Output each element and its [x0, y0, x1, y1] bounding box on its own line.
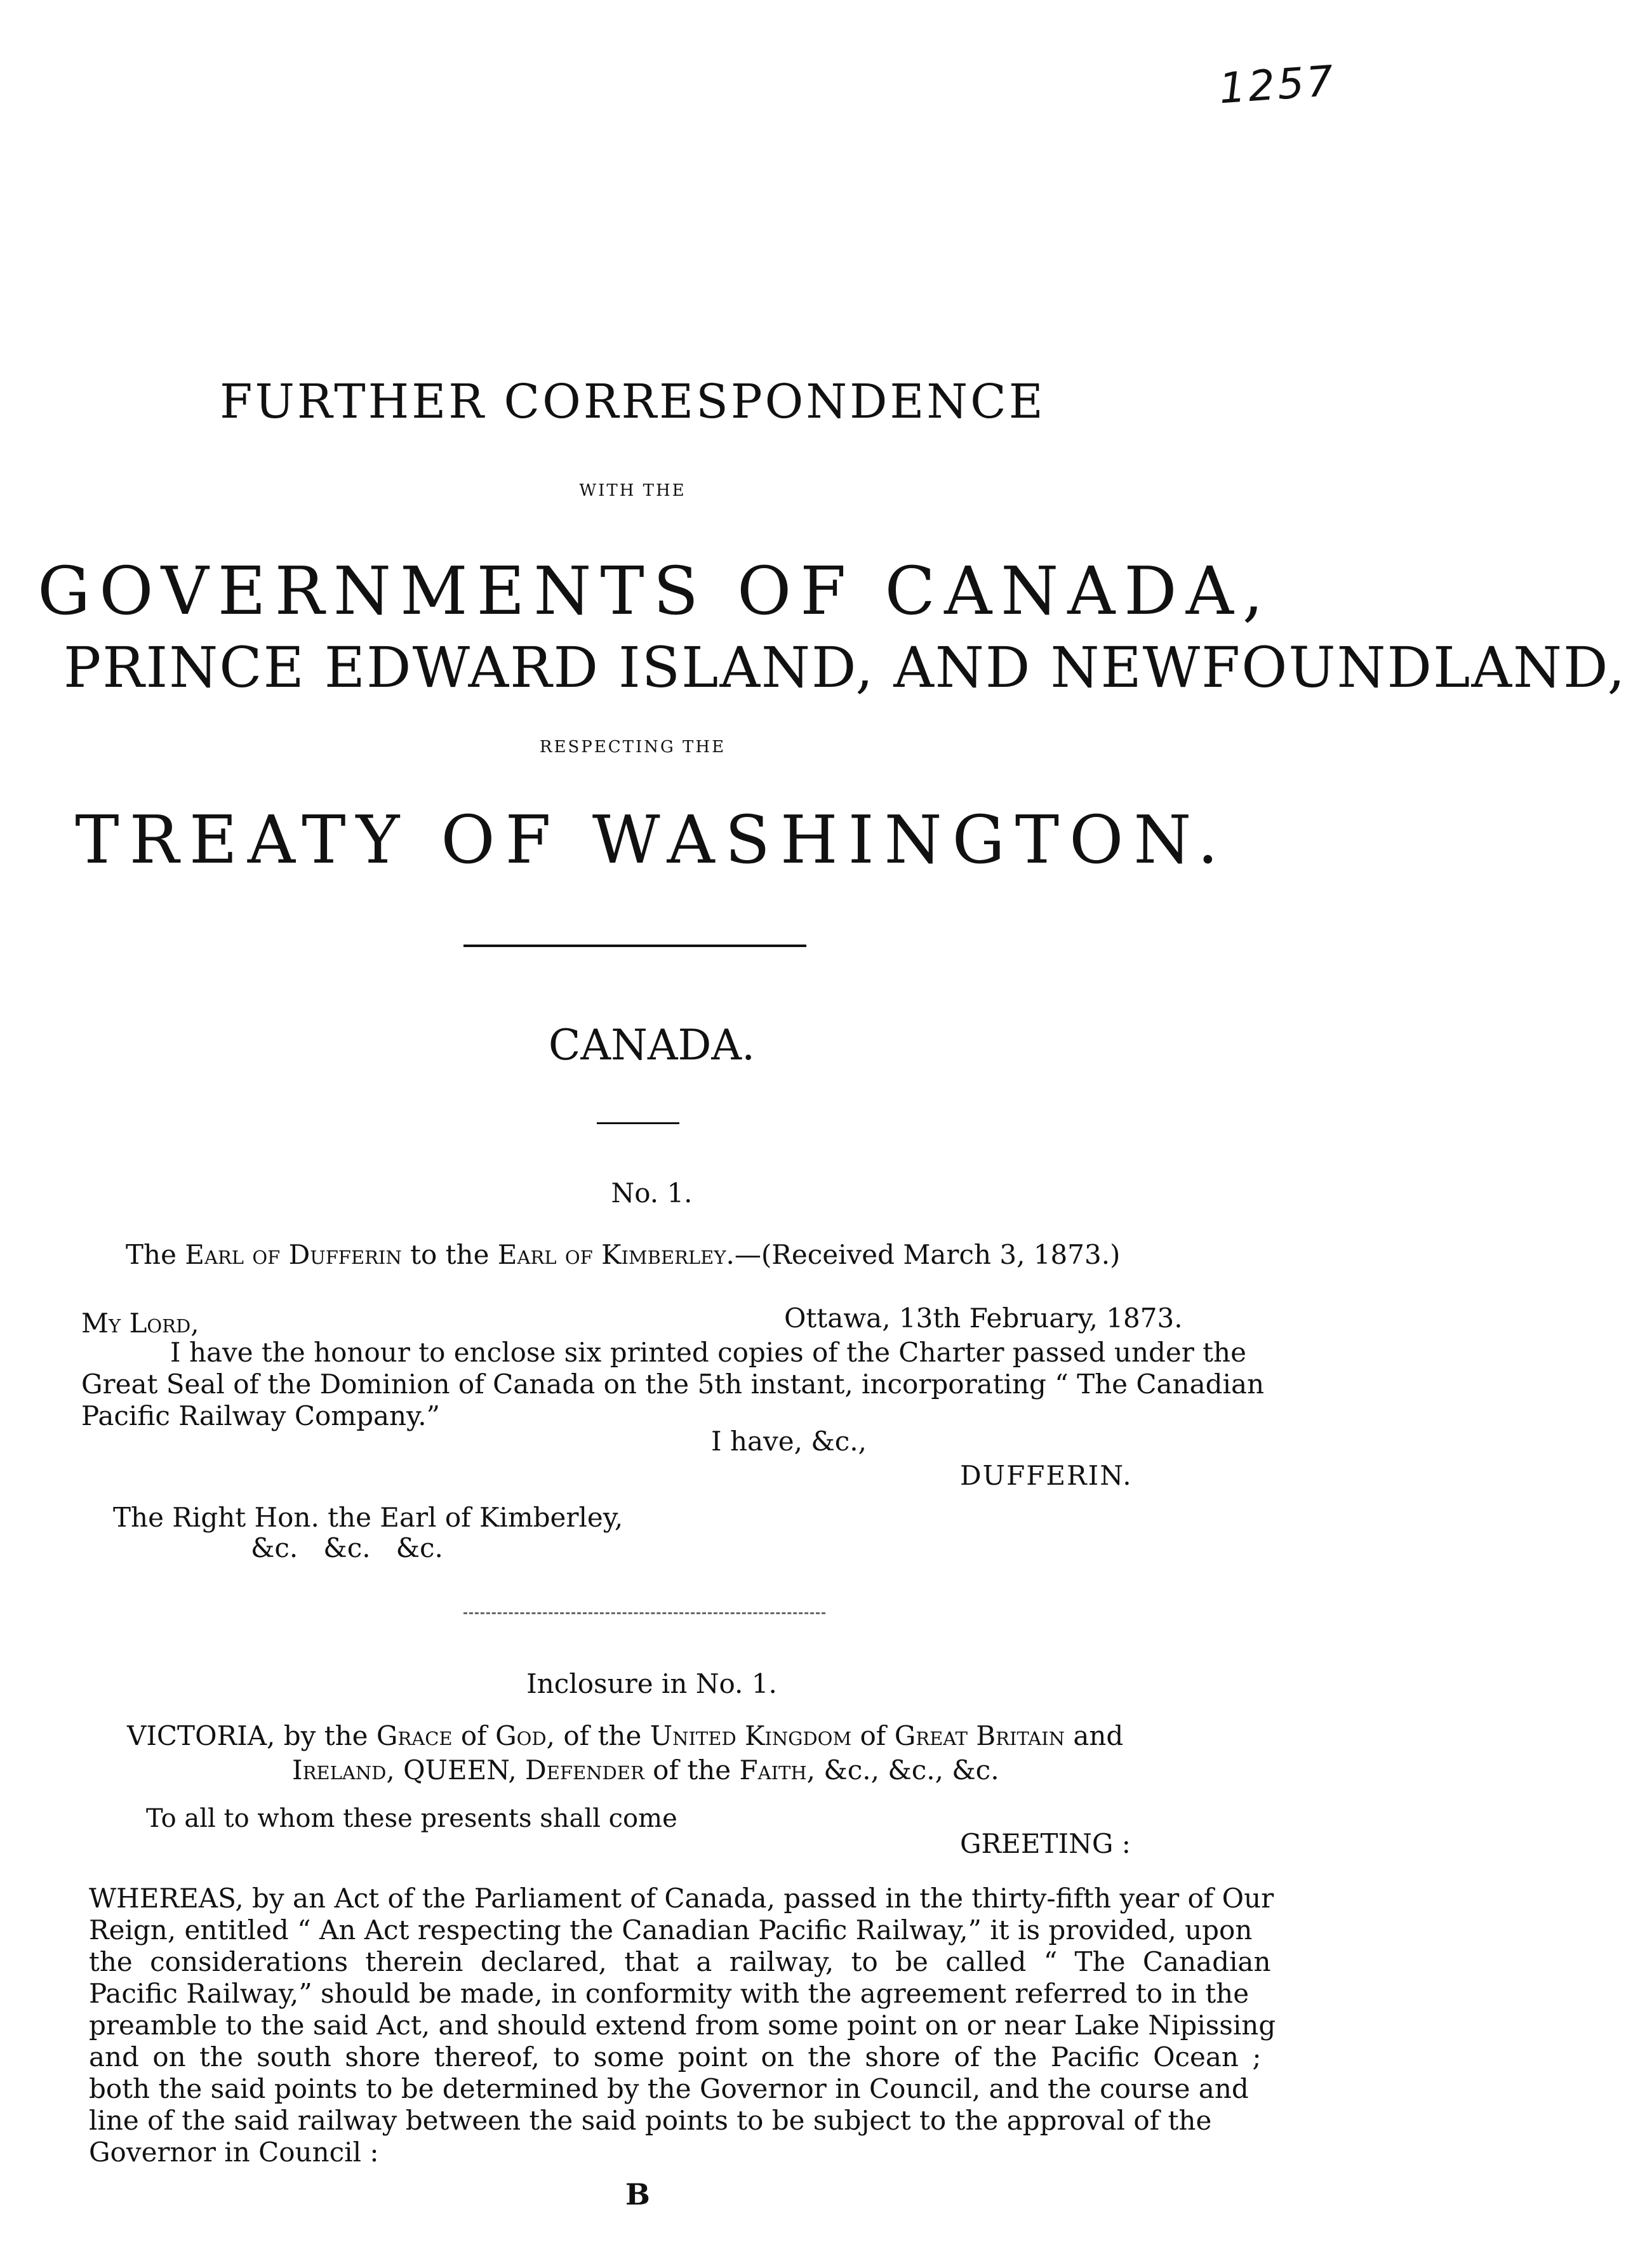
letter-body-line-1: I have the honour to enclose six printed copies of the Charter passed under the — [170, 1337, 1246, 1368]
whereas-line-2: Reign, entitled “ An Act respecting the Canadian Pacific Railway,” it is provided, upon — [89, 1914, 1253, 1946]
whereas-line-8: line of the said railway between the said points to be subject to the approval of the — [89, 2105, 1212, 2136]
title-treaty-of-washington: TREATY OF WASHINGTON. — [75, 801, 1229, 879]
letter-addressee-line-1: The Right Hon. the Earl of Kimberley, — [113, 1502, 623, 1533]
inclosure-heading: Inclosure in No. 1. — [526, 1668, 777, 1699]
whereas-line-3: the considerations therein declared, that a railway, to be called “ The Canadian — [89, 1946, 1271, 1977]
victoria-line-1-e: and — [1064, 1720, 1124, 1751]
victoria-line-1-a: VICTORIA, by the — [127, 1720, 377, 1751]
whereas-line-9: Governor in Council : — [89, 2137, 379, 2168]
letter-heading-sender: Earl of Dufferin — [185, 1239, 402, 1270]
to-all-line: To all to whom these presents shall come — [146, 1804, 677, 1833]
letter-addressee-line-2: &c. &c. &c. — [251, 1532, 443, 1563]
letter-salutation: My Lord, — [81, 1308, 199, 1339]
letter-body-line-2: Great Seal of the Dominion of Canada on the 5th instant, incorporating “ The Canadian — [81, 1369, 1265, 1400]
title-divider — [463, 945, 806, 947]
letter-heading-recipient: Earl of Kimberley — [497, 1239, 726, 1270]
victoria-great-britain: Great Britain — [894, 1720, 1065, 1751]
letter-end-divider — [463, 1612, 825, 1614]
victoria-line-2 — [292, 1754, 999, 1786]
title-governments-of-canada: GOVERNMENTS OF CANADA, — [37, 552, 1272, 630]
whereas-line-7: both the said points to be determined by the Governor in Council, and the course and — [89, 2073, 1249, 2104]
title-further-correspondence: FURTHER CORRESPONDENCE — [220, 375, 1046, 429]
letter-closing: I have, &c., — [711, 1426, 867, 1457]
victoria-faith: Faith — [739, 1754, 807, 1786]
letter-number: No. 1. — [611, 1177, 693, 1209]
section-divider — [597, 1122, 679, 1124]
greeting: GREETING : — [960, 1828, 1131, 1859]
whereas-line-1: WHEREAS, by an Act of the Parliament of Canada, passed in the thirty-fifth year of Our — [89, 1883, 1274, 1914]
victoria-line-1-b: of — [452, 1720, 496, 1751]
victoria-ireland: Ireland — [292, 1754, 387, 1786]
whereas-line-5: preamble to the said Act, and should extend from some point on or near Lake Nipissing — [89, 2010, 1276, 2041]
subtitle-respecting-the: RESPECTING THE — [539, 738, 726, 757]
victoria-united-kingdom: United Kingdom — [650, 1720, 852, 1751]
printer-signature-mark: B — [625, 2177, 650, 2212]
letter-signature: DUFFERIN. — [960, 1460, 1133, 1491]
letter-heading-suffix: .—(Received March 3, 1873.) — [726, 1239, 1121, 1270]
whereas-line-4: Pacific Railway,” should be made, in conformity with the agreement referred to in the — [89, 1978, 1249, 2009]
letter-heading-prefix: The — [126, 1239, 185, 1270]
victoria-line-2-c: , &c., &c., &c. — [806, 1754, 999, 1786]
letter-heading-mid: to the — [401, 1239, 498, 1270]
victoria-defender: Defender — [525, 1754, 644, 1786]
letter-body-line-3: Pacific Railway Company.” — [81, 1400, 441, 1431]
subtitle-with-the: WITH THE — [579, 481, 686, 500]
victoria-line-1 — [127, 1720, 1123, 1751]
victoria-grace: Grace — [376, 1720, 453, 1751]
victoria-line-2-a: , QUEEN, — [386, 1754, 526, 1786]
letter-dateline: Ottawa, 13th February, 1873. — [784, 1303, 1183, 1334]
handwritten-page-number: 1257 — [1217, 56, 1338, 114]
victoria-line-1-c: , of the — [546, 1720, 650, 1751]
victoria-line-2-b: of the — [644, 1754, 740, 1786]
title-prince-edward-island: PRINCE EDWARD ISLAND, AND NEWFOUNDLAND, — [63, 635, 1626, 700]
victoria-god: God — [495, 1720, 547, 1751]
letter-heading — [126, 1239, 1120, 1270]
whereas-line-6: and on the south shore thereof, to some point on the shore of the Pacific Ocean ; — [89, 2041, 1262, 2072]
section-heading-canada: CANADA. — [548, 1021, 756, 1070]
victoria-line-1-d: of — [851, 1720, 895, 1751]
